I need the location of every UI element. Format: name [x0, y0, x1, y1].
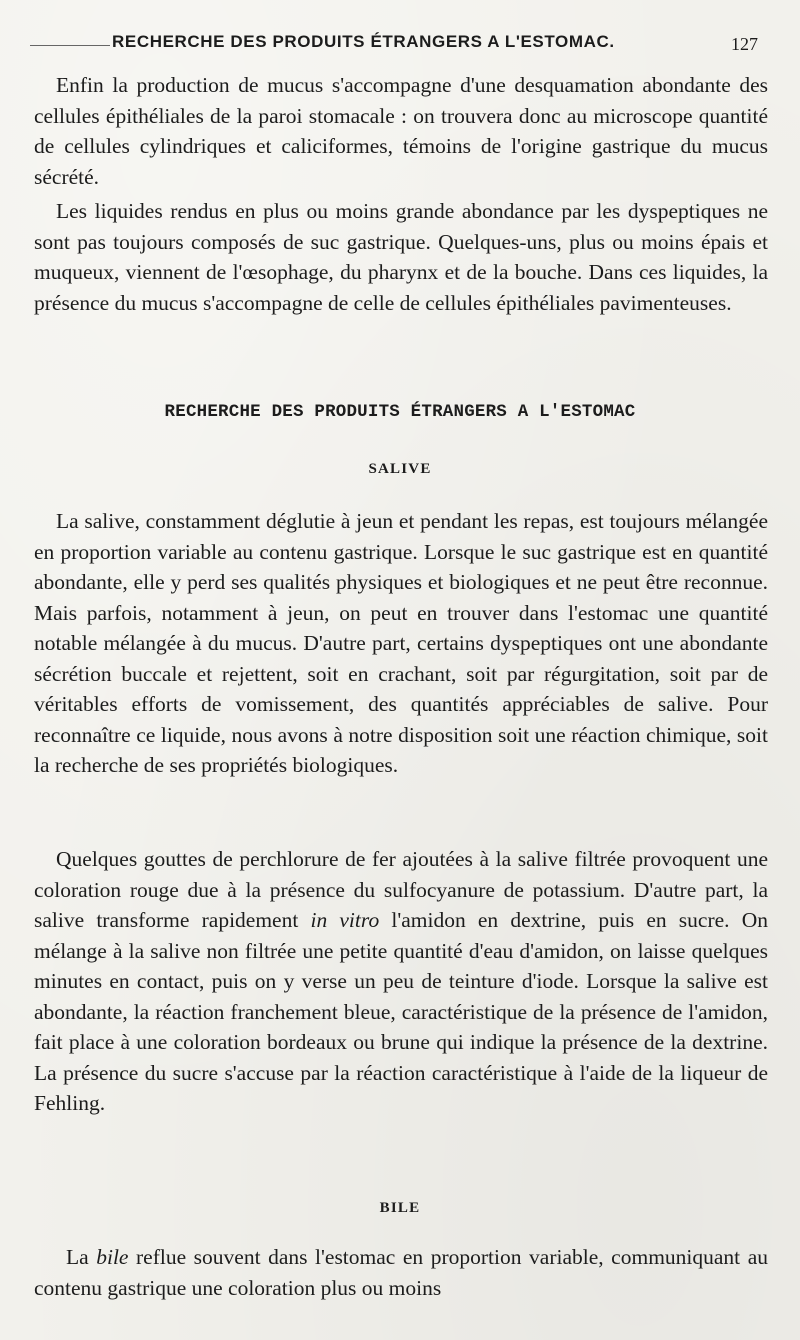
- section-title: RECHERCHE DES PRODUITS ÉTRANGERS A L'ESTOMAC: [164, 402, 636, 422]
- italic-in-vitro: in vitro: [310, 908, 380, 932]
- italic-bile: bile: [96, 1245, 129, 1269]
- paragraph-liquides-dyspeptiques: Les liquides rendus en plus ou moins grande abondance par les dyspeptiques ne sont pas toujours composés de suc gastrique. Quelques-uns, plus ou moins épais et muqueux, viennent de l'œsophage, du pharynx et de la bouche. Dans ces liquides, la présence du mucus s'accompagne de celle de cellules épithéliales pavimenteuses.: [34, 199, 768, 315]
- page-number: 127: [731, 34, 758, 54]
- bile-text-start: La: [66, 1245, 97, 1269]
- paragraph-salive-intro: La salive, constamment déglutie à jeun et pendant les repas, est toujours mélangée en proportion variable au contenu gastrique. Lorsque le suc gastrique est en quantité abondante, elle y perd ses qualités physiques et biologiques et ne peut être reconnue. Mais parfois, notamment à jeun, on peut en trouver dans l'estomac une quantité notable mélangée à du mucus. D'autre part, certains dyspeptiques ont une abondante sécrétion buccale et rejettent, soit en crachant, soit par régurgitation, soit par de véritables efforts de vomissement, des quantités appréciables de salive. Pour reconnaître ce liquide, nous avons à notre disposition soit une réaction chimique, soit la recherche de ses propriétés biologiques.: [34, 509, 768, 777]
- bile-text-rest: reflue souvent dans l'estomac en proportion variable, communiquant au contenu gastrique une coloration plus ou moins: [34, 1245, 768, 1300]
- running-head: [30, 32, 770, 58]
- paragraph-bile: [34, 1242, 768, 1303]
- paragraph-salive-reactions: [34, 844, 768, 1119]
- header-rule: [30, 45, 110, 46]
- paragraph-mucus-desquamation: Enfin la production de mucus s'accompagne d'une desquamation abondante des cellules épithéliales de la paroi stomacale : on trouvera donc au microscope quantité de cellules cylindriques et caliciformes, témoins de l'origine gastrique du mucus sécrété.: [34, 73, 768, 189]
- salive-reactions-text-after: l'amidon en dextrine, puis en sucre. On mélange à la salive non filtrée une petite quantité d'eau d'amidon, on laisse quelques minutes en contact, puis on y verse un peu de teinture d'iode. Lorsque la salive est abondante, la réaction franchement bleue, caractéristique de la présence de l'amidon, fait place à une coloration bordeaux ou brune qui indique la présence de la dextrine. La présence du sucre s'accuse par la réaction caractéristique à l'aide de la liqueur de Fehling.: [34, 908, 768, 1115]
- running-title: RECHERCHE DES PRODUITS ÉTRANGERS A L'ESTOMAC.: [112, 32, 615, 51]
- subheading-salive: SALIVE: [368, 461, 432, 477]
- salive-reactions-text-before: Quelques gouttes de perchlorure de fer ajoutées à la salive filtrée provoquent une coloration rouge due à la présence du sulfocyanure de potassium. D'autre part, la salive transforme rapidement: [34, 847, 768, 932]
- subheading-bile: BILE: [379, 1200, 421, 1216]
